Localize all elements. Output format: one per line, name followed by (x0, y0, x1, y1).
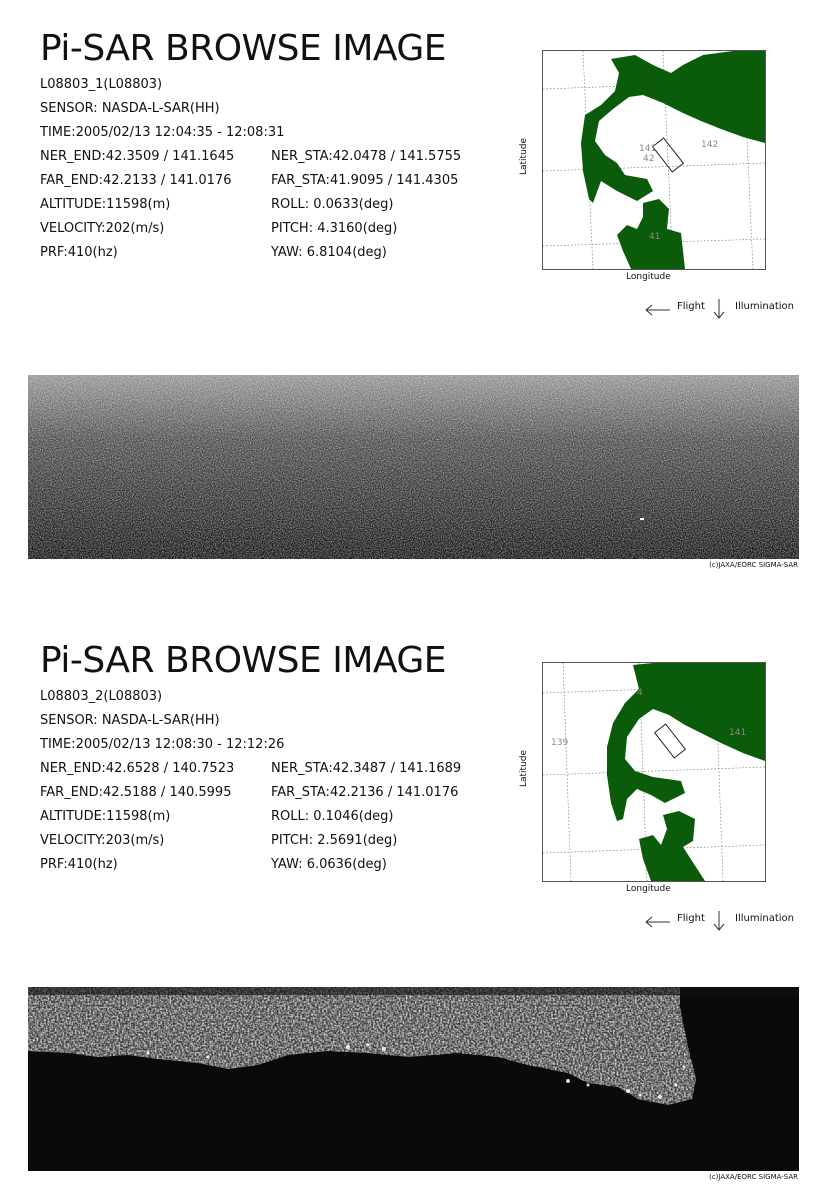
pitch: PITCH: 4.3160(deg) (271, 221, 398, 236)
grid-label: 41 (649, 232, 661, 242)
far-end: FAR_END:42.2133 / 141.0176 (40, 173, 232, 188)
grid-label: 141 (729, 728, 747, 738)
land-mass (639, 811, 705, 881)
grid-label: 42 (643, 154, 655, 164)
acquisition-time: TIME:2005/02/13 12:04:35 - 12:08:31 (40, 125, 285, 140)
prf: PRF:410(hz) (40, 245, 118, 260)
near-start: NER_STA:42.0478 / 141.5755 (271, 149, 462, 164)
far-start: FAR_STA:41.9095 / 141.4305 (271, 173, 459, 188)
near-end: NER_END:42.6528 / 140.7523 (40, 761, 235, 776)
page-title: Pi-SAR BROWSE IMAGE (40, 640, 447, 681)
near-start: NER_STA:42.3487 / 141.1689 (271, 761, 462, 776)
scene-id: L08803_2(L08803) (40, 689, 163, 704)
illumination-arrow-icon (712, 909, 726, 933)
altitude: ALTITUDE:11598(m) (40, 197, 171, 212)
far-start: FAR_STA:42.2136 / 141.0176 (271, 785, 459, 800)
location-map (542, 50, 766, 270)
flight-label: Flight (677, 301, 705, 312)
near-end: NER_END:42.3509 / 141.1645 (40, 149, 235, 164)
page-title: Pi-SAR BROWSE IMAGE (40, 28, 447, 69)
sensor: SENSOR: NASDA-L-SAR(HH) (40, 713, 220, 728)
illumination-label: Illumination (735, 301, 794, 312)
yaw: YAW: 6.0636(deg) (271, 857, 387, 872)
land-mass (607, 663, 765, 821)
flight-arrow-icon (644, 915, 672, 929)
illumination-arrow-icon (712, 297, 726, 321)
copyright-credit: (c)JAXA/EORC SIGMA-SAR (709, 561, 798, 569)
roll: ROLL: 0.1046(deg) (271, 809, 394, 824)
sensor: SENSOR: NASDA-L-SAR(HH) (40, 101, 220, 116)
prf: PRF:410(hz) (40, 857, 118, 872)
velocity: VELOCITY:202(m/s) (40, 221, 165, 236)
grid-label: 141 (639, 144, 657, 154)
velocity: VELOCITY:203(m/s) (40, 833, 165, 848)
longitude-axis-label: Longitude (626, 272, 671, 282)
pitch: PITCH: 2.5691(deg) (271, 833, 398, 848)
grid-label: 139 (551, 738, 569, 748)
yaw: YAW: 6.8104(deg) (271, 245, 387, 260)
location-map (542, 662, 766, 882)
grid-label: 142 (701, 140, 719, 150)
land-mass (581, 51, 765, 203)
illumination-label: Illumination (735, 913, 794, 924)
flight-label: Flight (677, 913, 705, 924)
sar-image (28, 987, 799, 1171)
grid-label: 4 (637, 688, 643, 698)
far-end: FAR_END:42.5188 / 140.5995 (40, 785, 232, 800)
scene-id: L08803_1(L08803) (40, 77, 163, 92)
flight-arrow-icon (644, 303, 672, 317)
latitude-axis-label: Latitude (519, 749, 529, 787)
roll: ROLL: 0.0633(deg) (271, 197, 394, 212)
latitude-axis-label: Latitude (519, 137, 529, 175)
copyright-credit: (c)JAXA/EORC SIGMA-SAR (709, 1173, 798, 1181)
sar-image (28, 375, 799, 559)
altitude: ALTITUDE:11598(m) (40, 809, 171, 824)
longitude-axis-label: Longitude (626, 884, 671, 894)
acquisition-time: TIME:2005/02/13 12:08:30 - 12:12:26 (40, 737, 285, 752)
